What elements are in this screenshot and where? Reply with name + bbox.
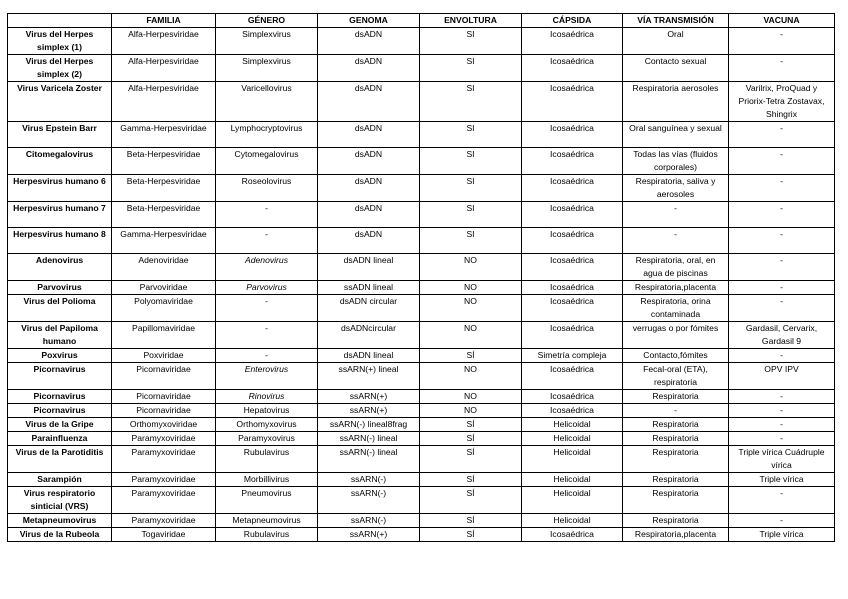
envoltura-cell: NO <box>420 322 522 349</box>
genero-cell: - <box>216 322 318 349</box>
virus-name-cell: Herpesvirus humano 7 <box>8 202 112 228</box>
genoma-cell: ssARN(+) <box>318 528 420 542</box>
table-body <box>8 28 835 542</box>
header-row <box>8 14 835 28</box>
capsida-cell: Icosaédrica <box>522 28 623 55</box>
genoma-cell: dsADN <box>318 228 420 254</box>
vacuna-cell: - <box>729 295 835 322</box>
familia-cell: Togaviridae <box>112 528 216 542</box>
genoma-cell: dsADN circular <box>318 295 420 322</box>
genero-cell: Varicellovirus <box>216 82 318 122</box>
via-cell: - <box>623 202 729 228</box>
virus-name-cell: Herpesvirus humano 6 <box>8 175 112 202</box>
genero-cell: Pneumovirus <box>216 487 318 514</box>
capsida-cell: Icosaédrica <box>522 528 623 542</box>
header-cell: GÉNERO <box>216 14 318 28</box>
via-cell: Respiratoria <box>623 473 729 487</box>
vacuna-cell: - <box>729 404 835 418</box>
via-cell: Respiratoria, orina contaminada <box>623 295 729 322</box>
virus-name-cell: Virus del Papiloma humano <box>8 322 112 349</box>
capsida-cell: Icosaédrica <box>522 254 623 281</box>
genoma-cell: dsADN <box>318 175 420 202</box>
capsida-cell: Icosaédrica <box>522 281 623 295</box>
capsida-cell: Icosaédrica <box>522 363 623 390</box>
table-row <box>8 122 835 148</box>
via-cell: Respiratoria,placenta <box>623 281 729 295</box>
envoltura-cell: SÍ <box>420 473 522 487</box>
vacuna-cell: - <box>729 175 835 202</box>
genero-cell: Hepatovirus <box>216 404 318 418</box>
familia-cell: Parvoviridae <box>112 281 216 295</box>
genero-cell: - <box>216 295 318 322</box>
envoltura-cell: NO <box>420 363 522 390</box>
header-cell: ENVOLTURA <box>420 14 522 28</box>
virus-name-cell: Virus de la Rubeola <box>8 528 112 542</box>
vacuna-cell: - <box>729 148 835 175</box>
familia-cell: Gamma-Herpesviridae <box>112 122 216 148</box>
header-cell: CÁPSIDA <box>522 14 623 28</box>
genoma-cell: dsADN lineal <box>318 254 420 281</box>
capsida-cell: Helicoidal <box>522 487 623 514</box>
familia-cell: Alfa-Herpesviridae <box>112 28 216 55</box>
capsida-cell: Icosaédrica <box>522 322 623 349</box>
via-cell: - <box>623 404 729 418</box>
via-cell: verrugas o por fómites <box>623 322 729 349</box>
envoltura-cell: SI <box>420 175 522 202</box>
familia-cell: Polyomaviridae <box>112 295 216 322</box>
table-row <box>8 363 835 390</box>
familia-cell: Adenoviridae <box>112 254 216 281</box>
envoltura-cell: NO <box>420 390 522 404</box>
envoltura-cell: NO <box>420 281 522 295</box>
genoma-cell: ssARN(-) <box>318 487 420 514</box>
genero-cell: Adenovirus <box>216 254 318 281</box>
vacuna-cell: - <box>729 202 835 228</box>
vacuna-cell: - <box>729 28 835 55</box>
table-row <box>8 390 835 404</box>
familia-cell: Beta-Herpesviridae <box>112 202 216 228</box>
familia-cell: Paramyxoviridae <box>112 473 216 487</box>
capsida-cell: Helicoidal <box>522 418 623 432</box>
capsida-cell: Helicoidal <box>522 432 623 446</box>
vacuna-cell: - <box>729 228 835 254</box>
genero-cell: - <box>216 349 318 363</box>
familia-cell: Beta-Herpesviridae <box>112 175 216 202</box>
capsida-cell: Icosaédrica <box>522 228 623 254</box>
header-cell <box>8 14 112 28</box>
familia-cell: Alfa-Herpesviridae <box>112 82 216 122</box>
vacuna-cell: Triple vírica <box>729 473 835 487</box>
familia-cell: Picornaviridae <box>112 363 216 390</box>
familia-cell: Paramyxoviridae <box>112 446 216 473</box>
table-row <box>8 82 835 122</box>
capsida-cell: Icosaédrica <box>522 175 623 202</box>
capsida-cell: Simetría compleja <box>522 349 623 363</box>
envoltura-cell: SÍ <box>420 349 522 363</box>
table-row <box>8 148 835 175</box>
virus-name-cell: Picornavirus <box>8 390 112 404</box>
envoltura-cell: SI <box>420 55 522 82</box>
virus-name-cell: Picornavirus <box>8 363 112 390</box>
table-row <box>8 202 835 228</box>
virus-name-cell: Sarampión <box>8 473 112 487</box>
table-row <box>8 175 835 202</box>
virus-name-cell: Adenovirus <box>8 254 112 281</box>
via-cell: Respiratoria <box>623 487 729 514</box>
capsida-cell: Icosaédrica <box>522 55 623 82</box>
via-cell: - <box>623 228 729 254</box>
envoltura-cell: SI <box>420 122 522 148</box>
genero-cell: Simplexvirus <box>216 55 318 82</box>
table-row <box>8 473 835 487</box>
capsida-cell: Icosaédrica <box>522 390 623 404</box>
capsida-cell: Icosaédrica <box>522 122 623 148</box>
envoltura-cell: NO <box>420 254 522 281</box>
envoltura-cell: NO <box>420 404 522 418</box>
genoma-cell: ssARN(-) lineal8frag <box>318 418 420 432</box>
table-row <box>8 487 835 514</box>
genoma-cell: dsADN <box>318 202 420 228</box>
genero-cell: Rinovirus <box>216 390 318 404</box>
familia-cell: Picornaviridae <box>112 404 216 418</box>
table-row <box>8 295 835 322</box>
virus-name-cell: Virus de la Parotiditis <box>8 446 112 473</box>
vacuna-cell: - <box>729 390 835 404</box>
genero-cell: Roseolovirus <box>216 175 318 202</box>
familia-cell: Paramyxoviridae <box>112 487 216 514</box>
genero-cell: Rubulavirus <box>216 446 318 473</box>
virus-table <box>7 13 835 542</box>
genero-cell: Rubulavirus <box>216 528 318 542</box>
table-row <box>8 254 835 281</box>
via-cell: Fecal-oral (ETA), respiratoria <box>623 363 729 390</box>
envoltura-cell: SÍ <box>420 514 522 528</box>
genero-cell: Cytomegalovirus <box>216 148 318 175</box>
capsida-cell: Icosaédrica <box>522 202 623 228</box>
familia-cell: Paramyxoviridae <box>112 514 216 528</box>
familia-cell: Beta-Herpesviridae <box>112 148 216 175</box>
genoma-cell: ssARN(-) lineal <box>318 446 420 473</box>
virus-name-cell: Virus del Herpes simplex (1) <box>8 28 112 55</box>
genero-cell: Lymphocryptovirus <box>216 122 318 148</box>
virus-name-cell: Metapneumovirus <box>8 514 112 528</box>
genero-cell: Metapneumovirus <box>216 514 318 528</box>
table-row <box>8 281 835 295</box>
genero-cell: Simplexvirus <box>216 28 318 55</box>
envoltura-cell: SÍ <box>420 418 522 432</box>
table-row <box>8 446 835 473</box>
vacuna-cell: Varilrix, ProQuad y Priorix-Tetra Zostavax, Shingrix <box>729 82 835 122</box>
table-row <box>8 418 835 432</box>
vacuna-cell: Triple vírica <box>729 528 835 542</box>
genero-cell: Morbillivirus <box>216 473 318 487</box>
header-cell: VACUNA <box>729 14 835 28</box>
virus-name-cell: Virus del Herpes simplex (2) <box>8 55 112 82</box>
capsida-cell: Helicoidal <box>522 446 623 473</box>
familia-cell: Poxviridae <box>112 349 216 363</box>
table-row <box>8 228 835 254</box>
via-cell: Respiratoria <box>623 418 729 432</box>
capsida-cell: Icosaédrica <box>522 404 623 418</box>
virus-name-cell: Parainfluenza <box>8 432 112 446</box>
vacuna-cell: - <box>729 349 835 363</box>
genoma-cell: ssARN(+) <box>318 404 420 418</box>
genoma-cell: dsADN <box>318 148 420 175</box>
capsida-cell: Icosaédrica <box>522 295 623 322</box>
envoltura-cell: SÍ <box>420 432 522 446</box>
familia-cell: Gamma-Herpesviridae <box>112 228 216 254</box>
genoma-cell: ssARN(-) lineal <box>318 432 420 446</box>
familia-cell: Paramyxoviridae <box>112 432 216 446</box>
header-cell: GENOMA <box>318 14 420 28</box>
header-cell: VÍA TRANSMISIÓN <box>623 14 729 28</box>
table-row <box>8 349 835 363</box>
via-cell: Respiratoria aerosoles <box>623 82 729 122</box>
genoma-cell: ssARN(+) <box>318 390 420 404</box>
virus-name-cell: Herpesvirus humano 8 <box>8 228 112 254</box>
via-cell: Oral sanguínea y sexual <box>623 122 729 148</box>
envoltura-cell: SÍ <box>420 446 522 473</box>
via-cell: Respiratoria <box>623 390 729 404</box>
familia-cell: Picornaviridae <box>112 390 216 404</box>
genero-cell: Paramyxovirus <box>216 432 318 446</box>
envoltura-cell: SI <box>420 202 522 228</box>
via-cell: Respiratoria <box>623 446 729 473</box>
genero-cell: - <box>216 228 318 254</box>
capsida-cell: Icosaédrica <box>522 148 623 175</box>
vacuna-cell: - <box>729 514 835 528</box>
genoma-cell: ssARN(-) <box>318 473 420 487</box>
via-cell: Oral <box>623 28 729 55</box>
via-cell: Contacto,fómites <box>623 349 729 363</box>
table-row <box>8 55 835 82</box>
familia-cell: Orthomyxoviridae <box>112 418 216 432</box>
envoltura-cell: SÍ <box>420 528 522 542</box>
genero-cell: - <box>216 202 318 228</box>
table-row <box>8 404 835 418</box>
envoltura-cell: SÍ <box>420 487 522 514</box>
table-row <box>8 528 835 542</box>
capsida-cell: Helicoidal <box>522 473 623 487</box>
table-row <box>8 322 835 349</box>
virus-name-cell: Citomegalovirus <box>8 148 112 175</box>
vacuna-cell: OPV IPV <box>729 363 835 390</box>
genoma-cell: dsADN lineal <box>318 349 420 363</box>
capsida-cell: Icosaédrica <box>522 82 623 122</box>
genoma-cell: ssARN(-) <box>318 514 420 528</box>
via-cell: Respiratoria, oral, en agua de piscinas <box>623 254 729 281</box>
via-cell: Respiratoria, saliva y aerosoles <box>623 175 729 202</box>
envoltura-cell: SI <box>420 148 522 175</box>
virus-name-cell: Virus respiratorio sinticial (VRS) <box>8 487 112 514</box>
virus-name-cell: Virus del Polioma <box>8 295 112 322</box>
envoltura-cell: SI <box>420 82 522 122</box>
table-row <box>8 28 835 55</box>
table-row <box>8 432 835 446</box>
genero-cell: Orthomyxovirus <box>216 418 318 432</box>
vacuna-cell: - <box>729 122 835 148</box>
envoltura-cell: NO <box>420 295 522 322</box>
vacuna-cell: - <box>729 55 835 82</box>
genoma-cell: ssARN(+) lineal <box>318 363 420 390</box>
via-cell: Respiratoria <box>623 432 729 446</box>
envoltura-cell: SI <box>420 28 522 55</box>
familia-cell: Papillomaviridae <box>112 322 216 349</box>
virus-name-cell: Poxvirus <box>8 349 112 363</box>
genoma-cell: dsADN <box>318 28 420 55</box>
envoltura-cell: SI <box>420 228 522 254</box>
genoma-cell: ssADN lineal <box>318 281 420 295</box>
vacuna-cell: Gardasil, Cervarix, Gardasil 9 <box>729 322 835 349</box>
virus-name-cell: Virus Varicela Zoster <box>8 82 112 122</box>
familia-cell: Alfa-Herpesviridae <box>112 55 216 82</box>
via-cell: Contacto sexual <box>623 55 729 82</box>
genero-cell: Parvovirus <box>216 281 318 295</box>
virus-name-cell: Parvovirus <box>8 281 112 295</box>
capsida-cell: Helicoidal <box>522 514 623 528</box>
via-cell: Respiratoria,placenta <box>623 528 729 542</box>
vacuna-cell: - <box>729 487 835 514</box>
via-cell: Respiratoria <box>623 514 729 528</box>
vacuna-cell: - <box>729 281 835 295</box>
genero-cell: Enterovirus <box>216 363 318 390</box>
virus-name-cell: Picornavirus <box>8 404 112 418</box>
vacuna-cell: - <box>729 418 835 432</box>
table-row <box>8 514 835 528</box>
genoma-cell: dsADN <box>318 122 420 148</box>
genoma-cell: dsADN <box>318 55 420 82</box>
vacuna-cell: Triple vírica Cuádruple vírica <box>729 446 835 473</box>
vacuna-cell: - <box>729 432 835 446</box>
vacuna-cell: - <box>729 254 835 281</box>
genoma-cell: dsADNcircular <box>318 322 420 349</box>
virus-name-cell: Virus de la Gripe <box>8 418 112 432</box>
via-cell: Todas las vías (fluidos corporales) <box>623 148 729 175</box>
genoma-cell: dsADN <box>318 82 420 122</box>
virus-name-cell: Virus Epstein Barr <box>8 122 112 148</box>
header-cell: FAMILIA <box>112 14 216 28</box>
